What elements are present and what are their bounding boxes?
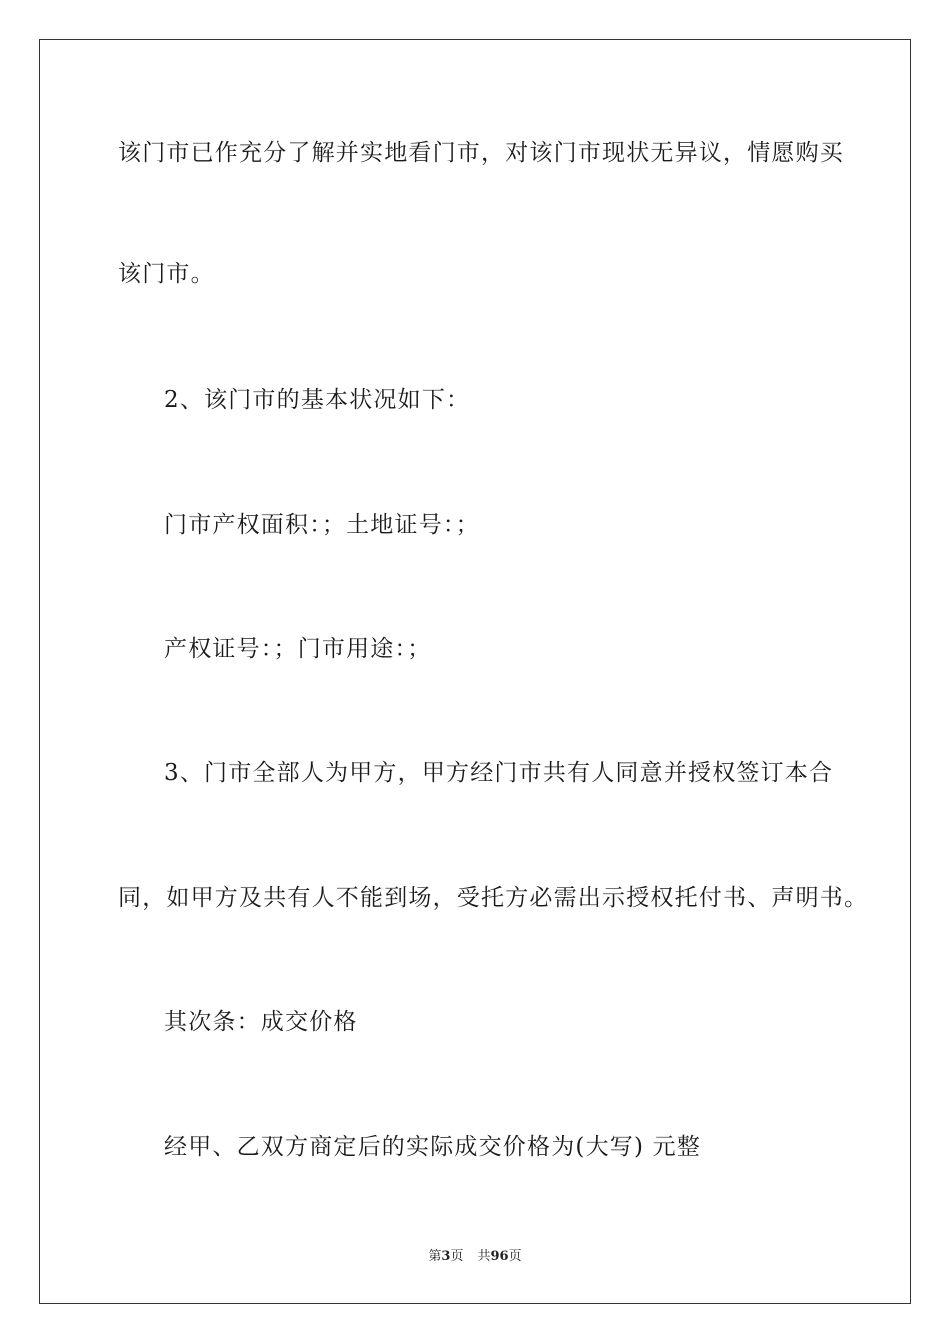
page-prefix: 第 <box>428 1249 442 1264</box>
body-line-3: 2、该门市的基本状况如下： <box>164 387 471 413</box>
body-line-2: 该门市。 <box>118 261 215 287</box>
page-border <box>39 39 911 1304</box>
body-line-9: 经甲、乙双方商定后的实际成交价格为(大写) 元整 <box>164 1134 702 1160</box>
body-line-6: 3、门市全部人为甲方，甲方经门市共有人同意并授权签订本合 <box>164 760 834 786</box>
total-pages: 96 <box>490 1249 509 1264</box>
total-prefix: 共 <box>477 1249 491 1264</box>
section-heading: 其次条：成交价格 <box>164 1009 358 1035</box>
total-suffix: 页 <box>508 1249 522 1264</box>
body-line-7: 同，如甲方及共有人不能到场，受托方必需出示授权托付书、声明书。 <box>118 885 869 911</box>
body-line-1: 该门市已作充分了解并实地看门市，对该门市现状无异议，情愿购买 <box>118 140 844 166</box>
page-number: 3 <box>441 1249 451 1264</box>
body-line-4: 门市产权面积：；土地证号：； <box>164 512 480 538</box>
page-footer <box>0 1248 950 1266</box>
body-line-5: 产权证号：；门市用途：； <box>164 636 432 662</box>
page-suffix: 页 <box>450 1249 464 1264</box>
